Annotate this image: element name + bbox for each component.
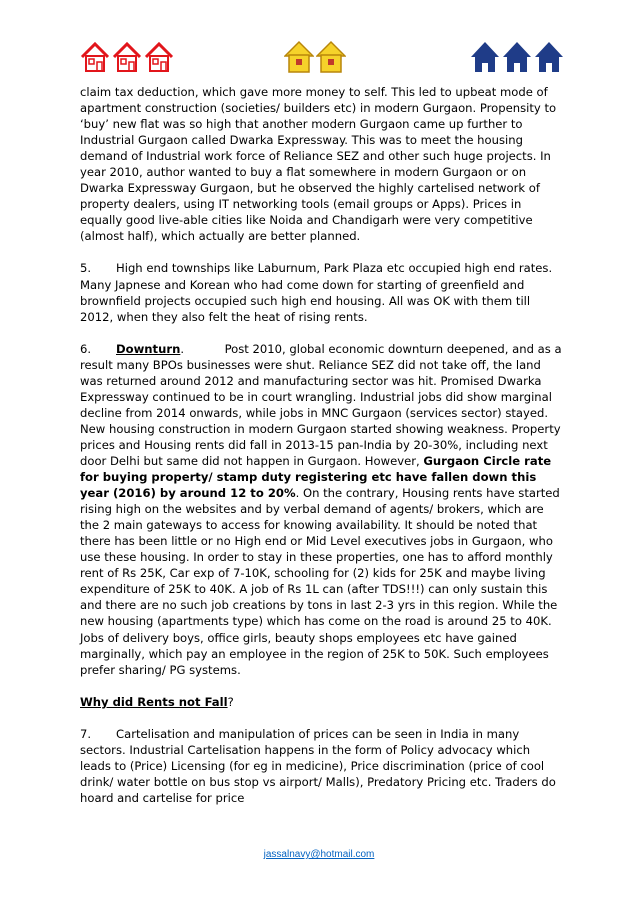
red-house-icon [112, 40, 142, 74]
red-houses-group [80, 40, 176, 74]
blue-houses-group [470, 40, 566, 74]
blue-house-icon [470, 40, 500, 74]
paragraph-5 [80, 260, 562, 324]
paragraph-6-bold: Gurgaon Circle rate for buying property/ stamp duty registering etc have fallen down this year (2016) by around 12 to 20% [80, 453, 552, 501]
red-house-icon [144, 40, 174, 74]
blue-house-icon [534, 40, 564, 74]
yellow-houses-group [284, 40, 348, 74]
paragraph-intro: claim tax deduction, which gave more money to self. This led to upbeat mode of apartment construction (societies/ builders etc) in modern Gurgaon. Propensity to ‘buy’ new flat was so high that another modern Gurgaon came up further to Industrial Gurgaon called Dwarka Expressway. This was to meet the housing demand of Industrial work force of Reliance SEZ and other such huge projects. In year 2010, author wanted to buy a flat somewhere in modern Gurgaon or on Dwarka Expressway Gurgaon, but he observed the highly cartelised network of property dealers, using IT networking tools (email groups or Apps). Prices in equally good live-able cities like Noida and Chandigarh were very competitive (almost half), which actually are better planned. [80, 85, 557, 244]
paragraph-7 [80, 726, 562, 806]
blue-house-icon [502, 40, 532, 74]
paragraph-6: 6. Downturn. Post 2010, global economic downturn deepened, and as a result many BPOs businesses were shut. Reliance SEZ did not take off, the land was returned around 2012 and manufacturing sector was hit. Promised Dwarka Expressway continued to be in court wrangling. Industrial jobs did show marginal decline from 2014 onwards, while jobs in MNC Gurgaon (services sector) stayed. New housing construction in modern Gurgaon started showing weakness. Property prices and Housing rents did fall in 2013-15 pan-India by 20-30%, including next door Delhi but same did not happen in Gurgaon. However, Gurgaon Circle rate for buying property/ stamp duty registering etc have fallen down this year (2016) by around 12 to 20%. On the contrary, Housing rents have started rising high on the websites and by verbal demand of agents/ brokers, which are the 2 main gateways to access for knowing availability. It should be noted that there has been little or no High end or Mid Level executives jobs in Gurgaon, who use these housing. In order to stay in these properties, one has to afford monthly rent of Rs 25K, Car exp of 7-10K, schooling for (2) kids for 25K and maybe living expenditure of 25K to 40K. A job of Rs 1L can (after TDS!!!) can only sustain this and there are no such job creations by tons in last 2-3 yrs in this region. While the new housing (apartments type) which has come on the road is around 25 to 40K. Jobs of delivery boys, office girls, beauty shops employees etc have gained marginally, which pay an employee in the region of 25K to 50K. Such employees prefer sharing/ PG systems. [80, 341, 562, 677]
paragraph-number: 6. [80, 341, 92, 356]
header-icons [0, 40, 638, 76]
yellow-house-icon [316, 40, 346, 74]
paragraph-6-text-cont: . On the contrary, Housing rents have started rising high on the websites and by verbal demand of agents/ brokers, which are the 2 main gateways to access for knowing availability. It should be noted that there has been little or no High end or Mid Level executives jobs in Gurgaon, who use these housing. In order to stay in these properties, one has to afford monthly rent of Rs 25K, Car exp of 7-10K, schooling for (2) kids for 25K and maybe living expenditure of 25K to 40K. A job of Rs 1L can (after TDS!!!) can only sustain this and there are no such job creations by tons in last 2-3 yrs in this region. While the new housing (apartments type) which has come on the road is around 25 to 40K. Jobs of delivery boys, office girls, beauty shops employees etc have gained marginally, which pay an employee in the region of 25K to 50K. Such employees prefer sharing/ PG systems. [80, 486, 560, 677]
footer [0, 849, 638, 860]
paragraph-6-heading: Downturn [116, 341, 181, 356]
document-body [80, 84, 562, 806]
paragraph-number: 7. [80, 726, 92, 741]
paragraph-7-text: Cartelisation and manipulation of prices can be seen in India in many sectors. Industrial Cartelisation happens in the form of Policy advocacy which leads to (Price) Licensing (for eg in medicine), Price discrimination (price of cool drink/ water bottle on bus stop vs airport/ Malls), Predatory Pricing etc. Traders do hoard and cartelise for price [80, 726, 556, 805]
section-heading: Why did Rents not Fall? [80, 694, 234, 709]
footer-email-link[interactable]: jassalnavy@hotmail.com [263, 849, 375, 860]
paragraph-5-text: High end townships like Laburnum, Park Plaza etc occupied high end rates. Many Japnese and Korean who had come down for starting of greenfield and brownfield projects occupied such high end housing. All was OK with them till 2012, when they also felt the heat of rising rents. [80, 261, 553, 324]
yellow-house-icon [284, 40, 314, 74]
paragraph-6-text: Post 2010, global economic downturn deepened, and as a result many BPOs businesses were shut. Reliance SEZ did not take off, the land was returned around 2012 and manufacturing sector was hit. Promised Dwarka Expressway continued to be in court wrangling. Industrial jobs did show marginal decline from 2014 onwards, while jobs in MNC Gurgaon (services sector) stayed. New housing construction in modern Gurgaon started showing weakness. Property prices and Housing rents did fall in 2013-15 pan-India by 20-30%, including next door Delhi but same did not happen in Gurgaon. However, [80, 341, 562, 468]
red-house-icon [80, 40, 110, 74]
paragraph-number: 5. [80, 261, 92, 276]
